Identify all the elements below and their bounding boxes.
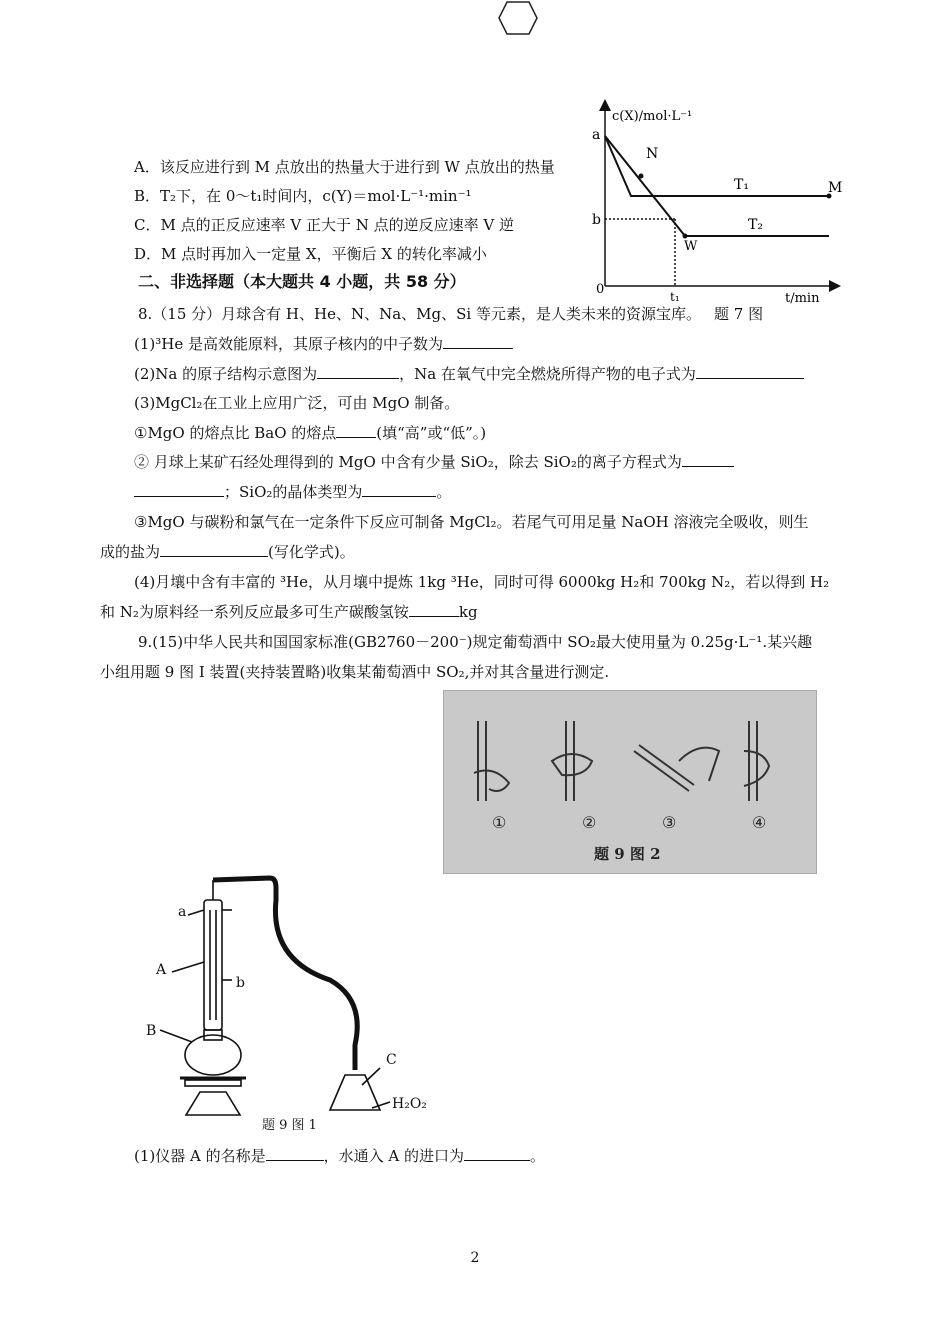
fig9-2-photo (443, 690, 817, 874)
fig9-2-caption: 题 9 图 2 (594, 845, 661, 863)
q8-intro: 8.（15 分）月球含有 H、He、N、Na、Mg、Si 等元素，是人类未来的资源宝库。 (138, 305, 701, 323)
answer-blank[interactable] (317, 364, 399, 379)
y-tick-b: b (592, 212, 601, 228)
section2-heading: 二、非选择题（本大题共 4 小题，共 58 分） (138, 272, 466, 291)
fig9-1-label-B: B (146, 1023, 157, 1039)
answer-blank[interactable] (464, 1146, 530, 1161)
answer-blank[interactable] (266, 1146, 324, 1161)
fig9-1-label-A: A (156, 962, 167, 978)
q7-option-a: A．该反应进行到 M 点放出的热量大于进行到 W 点放出的热量 (134, 158, 555, 176)
fig9-2-label-4: ④ (752, 813, 767, 832)
series-t2-line (605, 136, 829, 236)
point-label-m: M (828, 180, 843, 196)
answer-blank[interactable] (443, 334, 513, 349)
fig9-2-label-1: ① (492, 813, 507, 832)
answer-blank[interactable] (362, 482, 436, 497)
x-axis-label: t/min (785, 291, 820, 306)
point-w (683, 234, 688, 239)
fig9-1-label-h2o2: H₂O₂ (392, 1096, 427, 1112)
fig9-1-label-C: C (386, 1052, 397, 1068)
hexagon-icon (497, 0, 539, 36)
page-number: 2 (470, 1250, 480, 1266)
answer-blank[interactable] (682, 452, 734, 467)
q7-option-d: D．M 点时再加入一定量 X，平衡后 X 的转化率减小 (134, 245, 487, 263)
x-tick-t1: t₁ (670, 290, 680, 304)
fig9-2-label-2: ② (582, 813, 597, 832)
q8-part2: (2)Na 的原子结构示意图为 ，Na 在氧气中完全燃烧所得产物的电子式为 (134, 364, 804, 384)
fig9-1-apparatus (140, 870, 450, 1120)
q9-part1: (1)仪器 A 的名称是 ，水通入 A 的进口为 。 (134, 1147, 546, 1165)
answer-blank[interactable] (409, 602, 459, 617)
answer-blank[interactable] (696, 364, 804, 379)
q9-intro-b: 小组用题 9 图 I 装置(夹持装置略)收集某葡萄酒中 SO₂,并对其含量进行测定. (100, 663, 610, 681)
q8-part3-2: ② 月球上某矿石经处理得到的 MgO 中含有少量 SiO₂，除去 SiO₂的离子方程式为 (134, 452, 734, 472)
q7-figure-caption: 题 7 图 (714, 305, 764, 323)
answer-blank[interactable] (160, 542, 268, 557)
point-label-n: N (646, 146, 659, 162)
q9-intro: 9.(15)中华人民共和国国家标准(GB2760－200⁻)规定葡萄酒中 SO₂最大使用量为 0.25g·L⁻¹.某兴趣 (138, 633, 813, 651)
q8-part3-3: ③MgO 与碳粉和氯气在一定条件下反应可制备 MgCl₂。若尾气可用足量 NaOH 溶液完全吸收，则生 (134, 513, 809, 531)
q8-part4: (4)月壤中含有丰富的 ³He，从月壤中提炼 1kg ³He，同时可得 6000kg H₂和 700kg N₂，若以得到 H₂ (134, 573, 830, 591)
y-axis-label: c(X)/mol·L⁻¹ (612, 109, 693, 124)
answer-blank[interactable] (336, 423, 376, 438)
q8-part3-3b: 成的盐为 (写化学式)。 (100, 543, 355, 561)
point-label-w: W (684, 239, 698, 254)
fig9-2-label-3: ③ (662, 813, 677, 832)
q7-chart (588, 96, 850, 306)
point-n (639, 174, 644, 179)
series-t1-line (605, 136, 829, 196)
origin-label: 0 (596, 282, 605, 297)
series-label-t1: T₁ (734, 177, 749, 193)
series-label-t2: T₂ (748, 217, 763, 233)
q7-option-c: C．M 点的正反应速率 V 正大于 N 点的逆反应速率 V 逆 (134, 216, 515, 234)
q8-part3-1: ①MgO 的熔点比 BaO 的熔点 (填“高”或“低”。) (134, 424, 487, 442)
q8-part4b: 和 N₂为原料经一系列反应最多可生产碳酸氢铵 kg (100, 603, 478, 621)
y-tick-a: a (592, 127, 601, 143)
fig9-1-label-a: a (178, 904, 187, 920)
q8-part3: (3)MgCl₂在工业上应用广泛，可由 MgO 制备。 (134, 394, 460, 412)
fig9-1-caption: 题 9 图 1 (262, 1118, 317, 1133)
answer-blank[interactable] (134, 482, 224, 497)
q7-option-b: B．T₂下，在 0～t₁时间内，c(Y)＝mol·L⁻¹·min⁻¹ (134, 187, 472, 205)
q8-part1: (1)³He 是高效能原料，其原子核内的中子数为 (134, 334, 513, 354)
fig9-1-label-b: b (236, 975, 245, 991)
q8-part3-2b: ；SiO₂的晶体类型为 。 (134, 482, 451, 502)
